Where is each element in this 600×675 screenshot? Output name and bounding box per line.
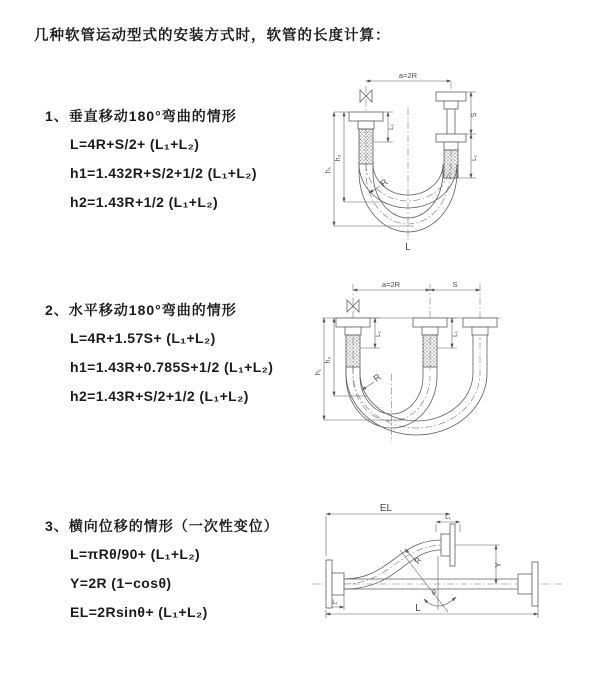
dim-label-h1: h₁ — [325, 166, 332, 174]
left-pipe-fitting — [349, 112, 383, 164]
formula-length-2: L=4R+1.57S+ (L₁+L₂) — [70, 330, 216, 346]
upper-flange — [441, 524, 455, 566]
radius-label: R — [371, 371, 383, 384]
dim-label-s: S — [452, 280, 458, 289]
centerlines — [366, 82, 451, 240]
formula-h1-2: h1=1.43R+0.785S+1/2 (L₁+L₂) — [70, 359, 274, 375]
radius-label: R — [378, 176, 390, 189]
left-pipe-fitting — [336, 318, 370, 367]
dim-label-h1: h₁ — [315, 368, 322, 376]
dim-label-s: S — [471, 112, 478, 118]
dim-label-a2r: a=2R — [398, 71, 418, 80]
dimension-lines — [326, 514, 538, 618]
formula-el-3: EL=2Rsinθ+ (L₁+L₂) — [70, 604, 208, 620]
middle-pipe-fitting — [413, 318, 447, 367]
dim-label-h2: h₂ — [325, 356, 332, 364]
section-2-heading: 2、水平移动180°弯曲的情形 — [45, 302, 237, 318]
hose-arcs — [346, 335, 487, 435]
dim-label-l1-left: L₁ — [388, 124, 395, 130]
length-label: L — [405, 242, 411, 253]
formula-length-1: L=4R+S/2+ (L₁+L₂) — [70, 136, 200, 152]
centerlines — [353, 284, 480, 442]
section-3-heading: 3、横向位移的情形（一次性变位） — [45, 518, 279, 534]
formula-length-3: L=πRθ/90+ (L₁+L₂) — [70, 546, 201, 562]
section-lateral-move — [45, 516, 279, 633]
formula-y-3: Y=2R (1−cosθ) — [70, 575, 172, 591]
formula-h1-1: h1=1.432R+S/2+1/2 (L₁+L₂) — [70, 165, 257, 181]
dim-label-l1-left: L₁ — [375, 331, 382, 337]
dim-label-h2: h₂ — [335, 154, 342, 162]
diagram-vertical-180-bend — [308, 66, 598, 256]
section-1-heading: 1、垂直移动180°弯曲的情形 — [45, 108, 237, 124]
diagram-lateral-displacement — [298, 498, 598, 648]
angle-construction — [400, 550, 456, 612]
dim-label-l1-bottom: L₁ — [332, 600, 338, 606]
dim-label-y: Y — [494, 562, 503, 568]
radius-label: R — [412, 555, 424, 566]
section-vertical-move — [45, 106, 257, 223]
dim-label-l1-mid: L₁ — [452, 331, 459, 337]
formula-h2-2: h2=1.43R+S/2+1/2 (L₁+L₂) — [70, 388, 249, 404]
length-label: L — [415, 603, 421, 614]
page-title: 几种软管运动型式的安装方式时，软管的长度计算： — [34, 28, 391, 44]
section-horizontal-move — [45, 300, 273, 417]
moved-pipe-fitting — [463, 318, 497, 335]
diagram-horizontal-180-bend — [308, 278, 598, 468]
dim-label-l1-right: L₁ — [471, 155, 478, 161]
dim-label-l1-top: L₁ — [445, 514, 451, 521]
dim-label-el: EL — [379, 503, 393, 514]
dim-label-a2r: a=2R — [381, 280, 401, 289]
right-pipe-fitting — [436, 92, 466, 178]
formula-h2-1: h2=1.43R+1/2 (L₁+L₂) — [70, 194, 219, 210]
right-flange — [518, 562, 538, 606]
theta-label: θ — [432, 590, 436, 597]
